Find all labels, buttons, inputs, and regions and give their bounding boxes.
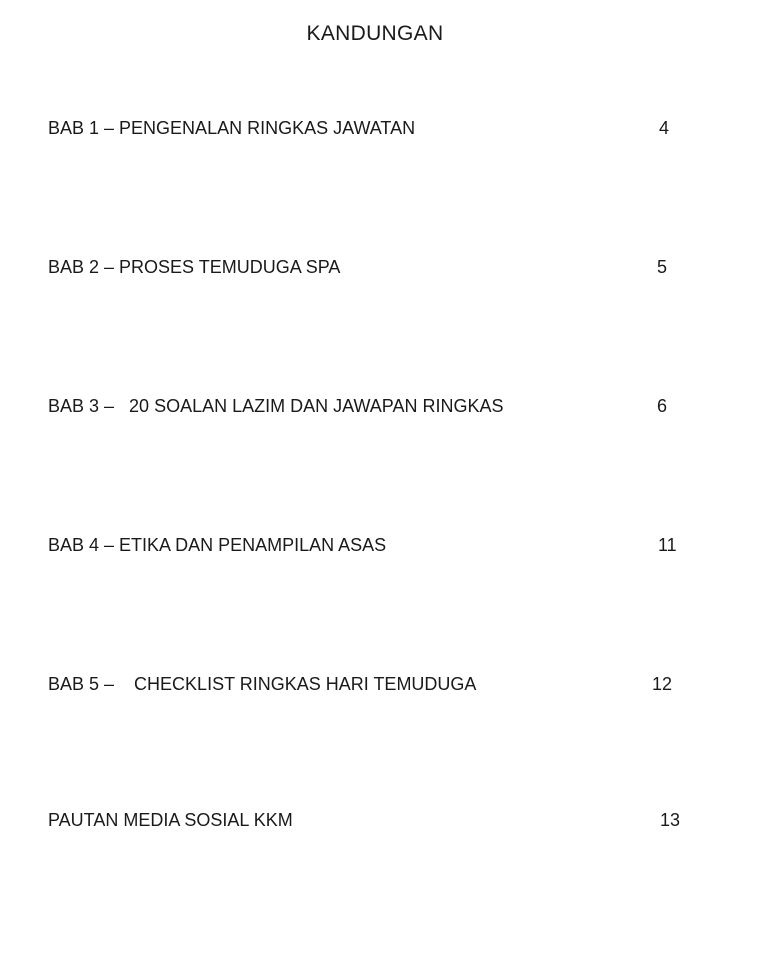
toc-entry-label: BAB 4 – ETIKA DAN PENAMPILAN ASAS: [48, 535, 387, 555]
toc-entry-page-number: 12: [652, 674, 673, 694]
toc-entry-bab-2: [48, 253, 688, 281]
toc-entry-label: BAB 5 – CHECKLIST RINGKAS HARI TEMUDUGA: [48, 674, 477, 694]
toc-entry-label: PAUTAN MEDIA SOSIAL KKM: [48, 810, 293, 830]
toc-entry-bab-5: [48, 670, 688, 698]
toc-entry-page-number: 5: [657, 257, 668, 277]
toc-entry-pautan-media-sosial: [48, 806, 688, 834]
toc-entry-page-number: 6: [657, 396, 668, 416]
toc-entry-bab-1: [48, 114, 688, 142]
page-title: KANDUNGAN: [306, 22, 444, 45]
toc-entry-page-number: 13: [660, 810, 681, 830]
toc-entry-label: BAB 3 – 20 SOALAN LAZIM DAN JAWAPAN RINGKAS: [48, 396, 504, 416]
toc-entry-bab-3: [48, 392, 688, 420]
toc-entry-page-number: 4: [659, 118, 670, 138]
toc-entry-label: BAB 2 – PROSES TEMUDUGA SPA: [48, 257, 341, 277]
toc-entry-page-number: 11: [658, 535, 677, 555]
toc-entry-bab-4: [48, 531, 688, 559]
toc-entry-label: BAB 1 – PENGENALAN RINGKAS JAWATAN: [48, 118, 416, 138]
